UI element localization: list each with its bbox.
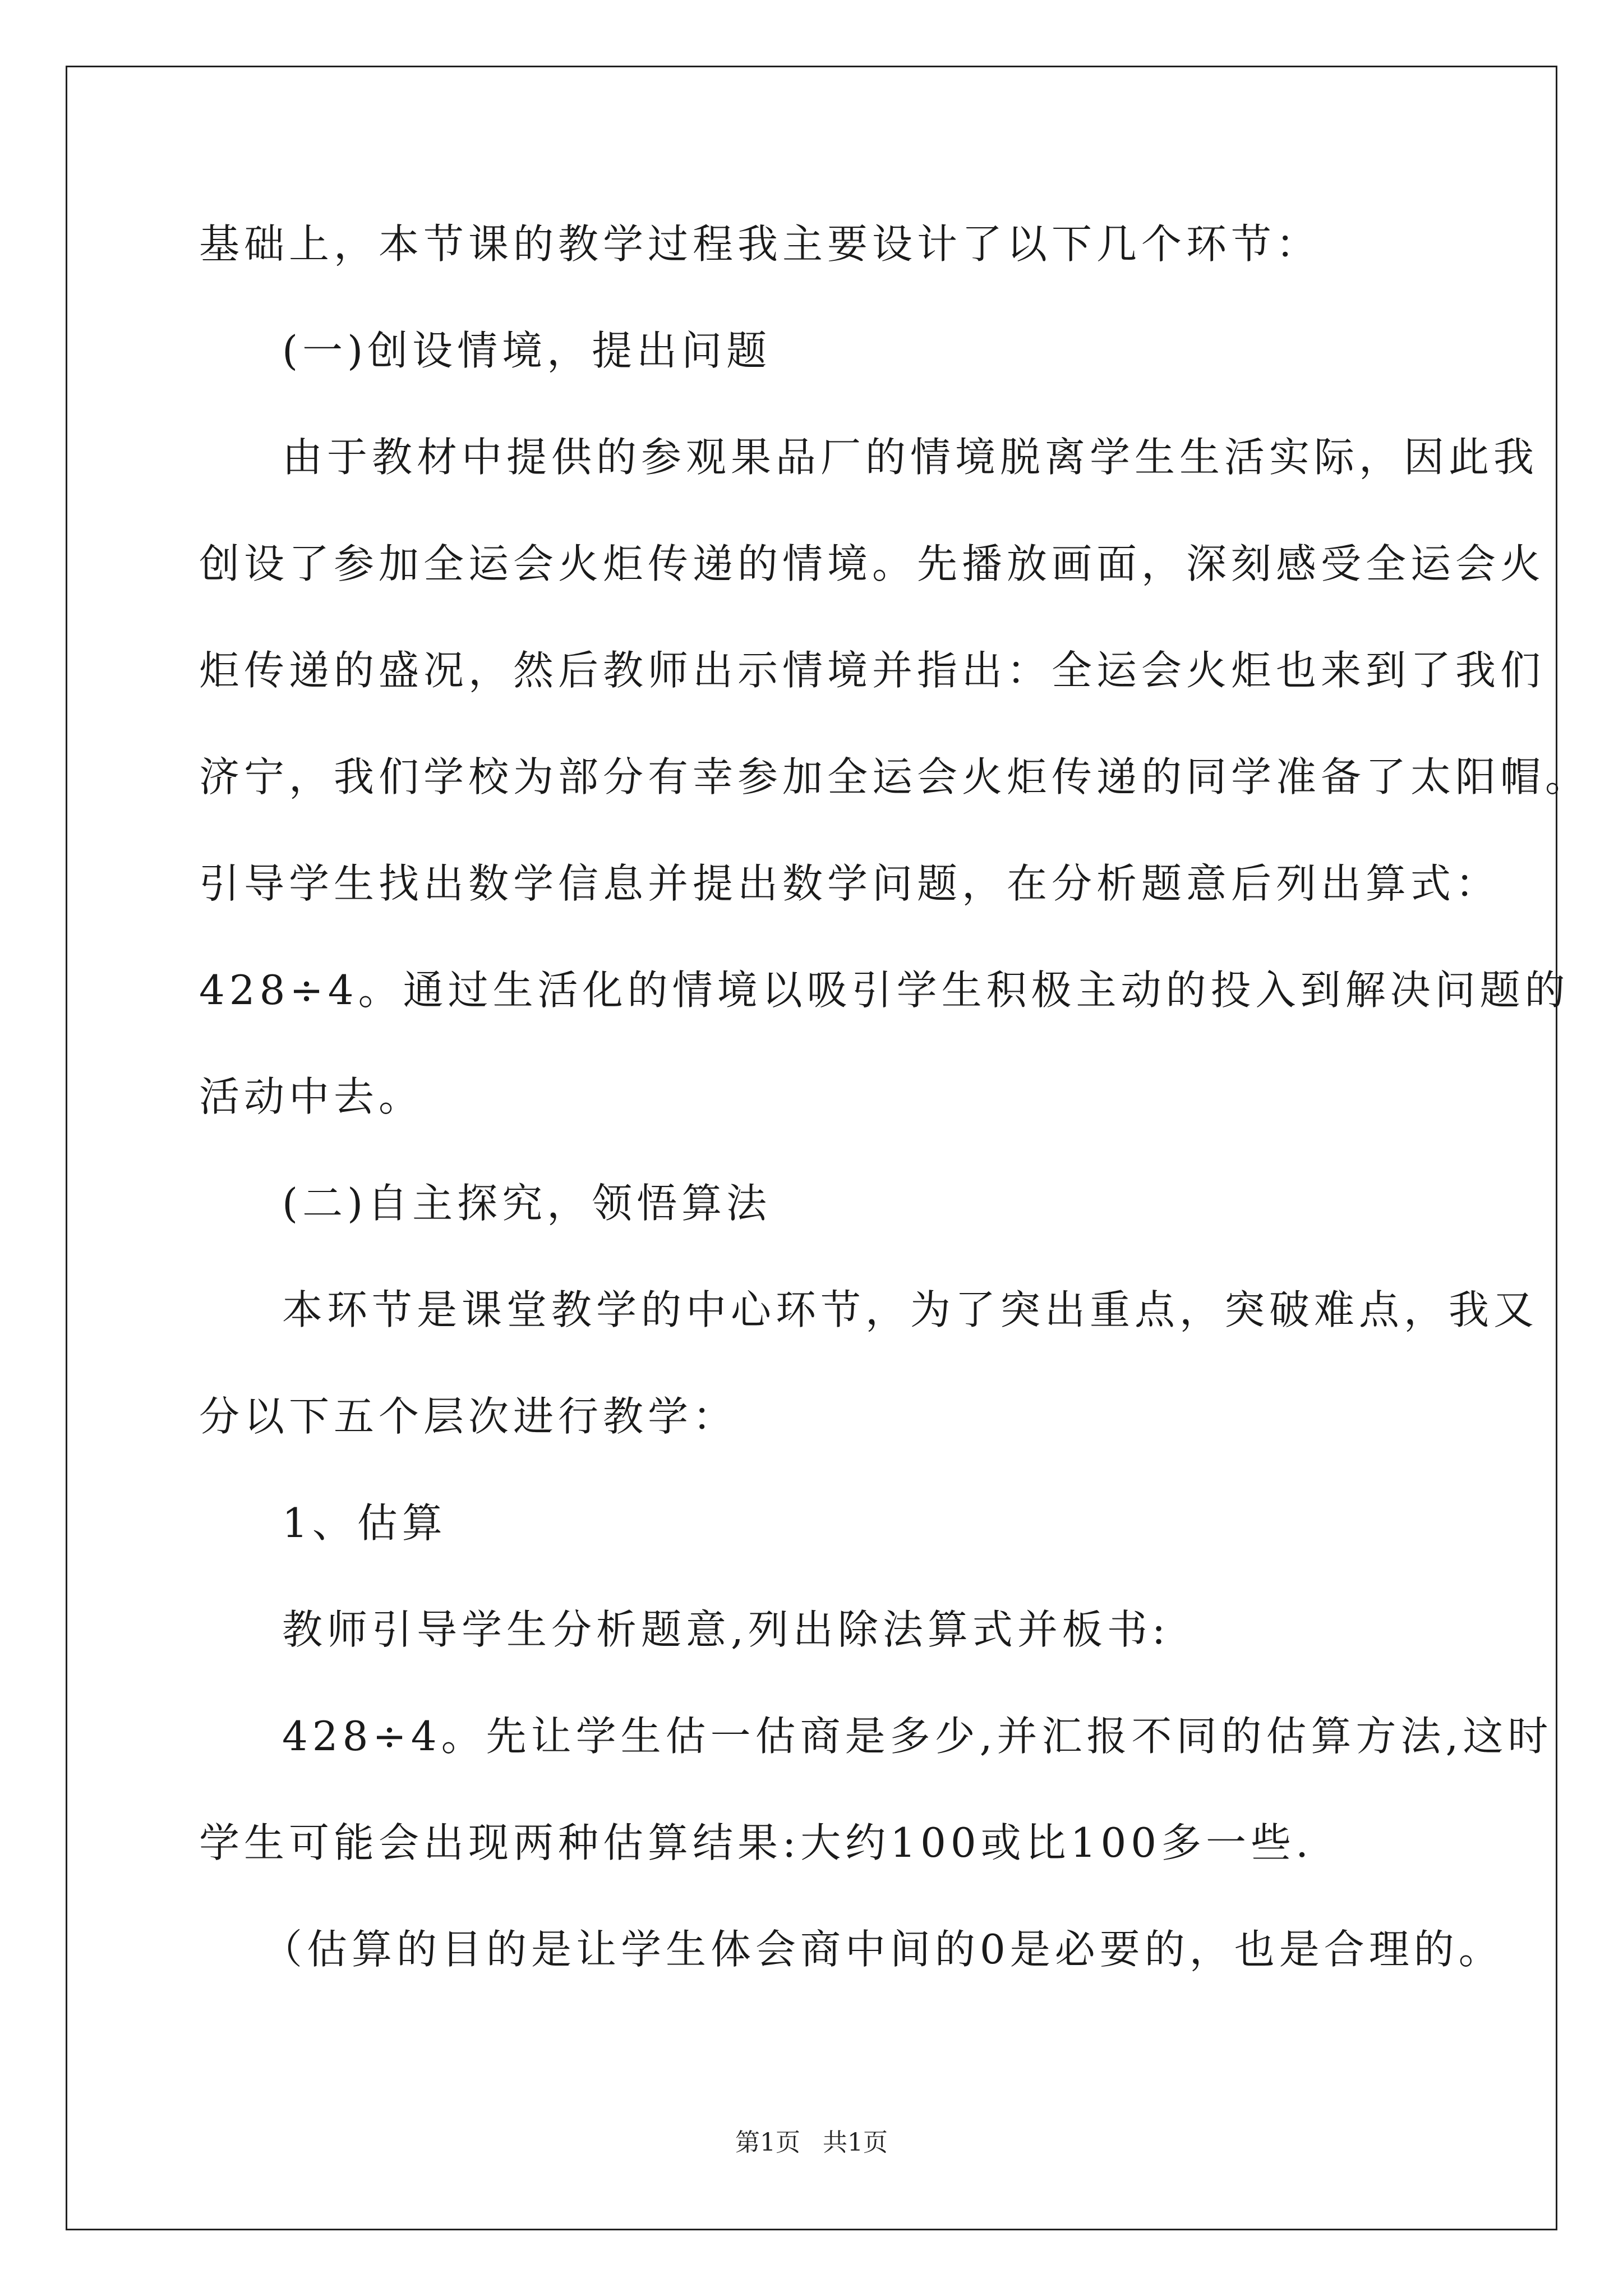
text-line-14: 教师引导学生分析题意,列出除法算式并板书: (282, 1606, 1170, 1653)
page-footer (0, 2126, 1623, 2160)
page-total: 共1页 (823, 2128, 888, 2157)
text-line-3: 由于教材中提供的参观果品厂的情境脱离学生生活实际，因此我 (282, 434, 1539, 481)
text-line-11: 本环节是课堂教学的中心环节，为了突出重点，突破难点，我又 (282, 1286, 1539, 1333)
section-heading-1: (一)创设情境，提出问题 (282, 327, 772, 374)
subsection-heading-1: 1、估算 (282, 1499, 447, 1547)
text-line-8: 428÷4。通过生活化的情境以吸引学生积极主动的投入到解决问题的 (199, 967, 1570, 1014)
text-line-1: 基础上，本节课的教学过程我主要设计了以下几个环节： (199, 220, 1321, 268)
text-line-4: 创设了参加全运会火炬传递的情境。先播放画面，深刻感受全运会火 (199, 540, 1546, 587)
text-line-17: （估算的目的是让学生体会商中间的0是必要的，也是合理的。 (262, 1926, 1504, 1973)
text-line-6: 济宁，我们学校为部分有幸参加全运会火炬传递的同学准备了太阳帽。 (199, 753, 1590, 800)
document-body (199, 216, 1590, 2028)
text-line-16: 学生可能会出现两种估算结果:大约100或比100多一些. (199, 1819, 1313, 1866)
text-line-15: 428÷4。先让学生估一估商是多少,并汇报不同的估算方法,这时 (282, 1713, 1553, 1760)
page-number: 第1页 (735, 2128, 800, 2157)
text-line-7: 引导学生找出数学信息并提出数学问题，在分析题意后列出算式： (199, 860, 1501, 907)
text-line-9: 活动中去。 (199, 1073, 424, 1120)
text-line-12: 分以下五个层次进行教学： (199, 1393, 738, 1440)
section-heading-2: (二)自主探究，领悟算法 (282, 1180, 772, 1227)
text-line-5: 炬传递的盛况，然后教师出示情境并指出：全运会火炬也来到了我们 (199, 647, 1546, 694)
